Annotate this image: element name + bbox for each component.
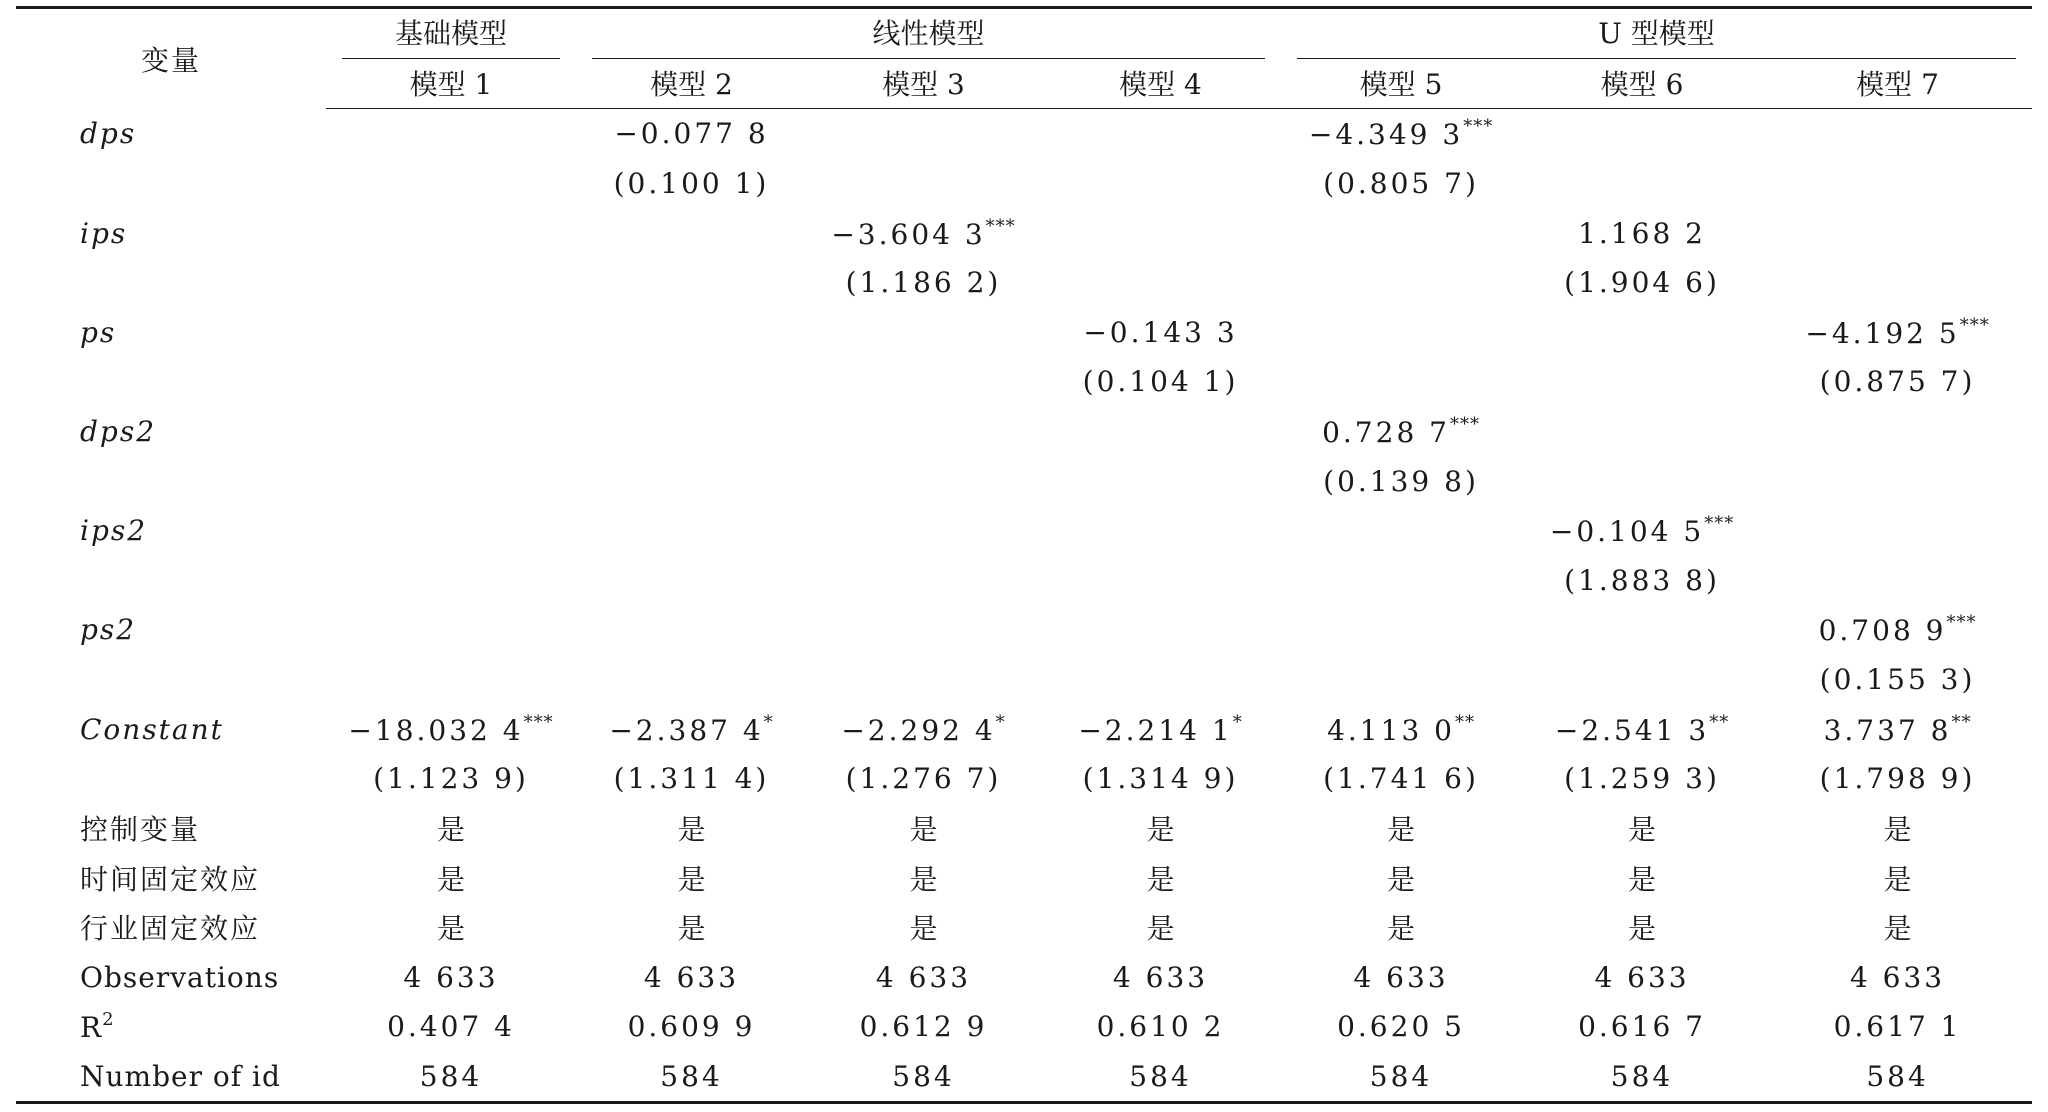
- stat-cell: [1521, 1051, 1763, 1102]
- coef-row: [16, 109, 2032, 159]
- variable-label: ips2: [80, 514, 148, 548]
- fe-cell: 是: [436, 813, 465, 847]
- coef-cell: [1281, 109, 1521, 159]
- stat-cell: [1763, 952, 2032, 1002]
- significance-stars: ***: [985, 215, 1016, 237]
- coef-value: −2.292 4: [841, 713, 996, 747]
- stat-cell: [1040, 1051, 1281, 1102]
- stat-cell: [1040, 952, 1281, 1002]
- coef-value: 1.168 2: [1578, 216, 1706, 250]
- significance-stars: ***: [1946, 612, 1977, 634]
- fe-cell: 是: [1146, 813, 1175, 847]
- empty-label: [16, 258, 326, 308]
- significance-stars: **: [1709, 711, 1730, 733]
- fixed-effect-row: [16, 804, 2032, 854]
- se-row: [16, 556, 2032, 606]
- se-cell: [1040, 456, 1281, 506]
- coef-cell: [1040, 308, 1281, 358]
- model-header: 模型 6: [1521, 59, 1763, 109]
- fixed-effect-row: [16, 853, 2032, 903]
- coef-cell: [326, 109, 576, 159]
- se-value: (0.104 1): [1082, 365, 1239, 399]
- coef-cell: [326, 605, 576, 655]
- empty-label: [16, 159, 326, 209]
- se-value: (0.875 7): [1819, 365, 1976, 399]
- coef-value: −0.077 8: [614, 117, 769, 151]
- group-label: U 型模型: [1598, 17, 1715, 50]
- stat-value: 4 633: [1112, 960, 1209, 994]
- stat-value: 0.616 7: [1578, 1010, 1706, 1044]
- stat-cell: [1040, 1002, 1281, 1052]
- se-value: (1.276 7): [845, 762, 1002, 796]
- coef-cell: [1521, 506, 1763, 556]
- stat-cell: [1521, 952, 1763, 1002]
- coef-cell: [576, 506, 807, 556]
- coef-value: −2.214 1: [1078, 713, 1233, 747]
- significance-stars: ***: [1959, 314, 1990, 336]
- coef-value: 0.708 9: [1818, 614, 1947, 648]
- coef-cell: [807, 407, 1040, 457]
- model-header: 模型 5: [1281, 59, 1521, 109]
- coef-value: −0.104 5: [1549, 515, 1705, 549]
- stat-cell: [1521, 1002, 1763, 1052]
- se-value: (0.100 1): [613, 167, 770, 201]
- coef-value: −2.387 4: [609, 713, 764, 747]
- row-label: [16, 952, 326, 1002]
- row-label: [16, 1002, 326, 1052]
- coef-cell: [326, 506, 576, 556]
- empty-label: [16, 655, 326, 705]
- stat-cell: [576, 1051, 807, 1102]
- fe-cell: 是: [436, 862, 465, 896]
- coef-cell: [576, 208, 807, 258]
- coef-value: 0.728 7: [1322, 416, 1450, 450]
- coef-value: −4.192 5: [1805, 316, 1960, 350]
- fe-cell: 是: [1387, 912, 1416, 946]
- coef-cell: [326, 208, 576, 258]
- coef-value: −2.541 3: [1554, 713, 1710, 747]
- coef-row: [16, 704, 2032, 754]
- variable-label: ps2: [80, 613, 137, 647]
- superscript: 2: [102, 1009, 114, 1031]
- variable-label: dps: [80, 117, 137, 151]
- se-cell: [807, 655, 1040, 705]
- coef-cell: [1040, 605, 1281, 655]
- significance-stars: *: [763, 711, 774, 733]
- stat-value: 0.617 1: [1833, 1010, 1962, 1044]
- group-header-linear: [576, 8, 1281, 59]
- se-row: [16, 357, 2032, 407]
- coef-cell: [1040, 208, 1281, 258]
- stat-value: 0.407 4: [387, 1010, 515, 1044]
- se-cell: [1521, 556, 1763, 606]
- fe-cell: 是: [1387, 862, 1416, 896]
- se-cell: [807, 754, 1040, 804]
- se-cell: [1040, 258, 1281, 308]
- fe-cell: 是: [677, 862, 706, 896]
- stat-value: 0.612 9: [859, 1010, 988, 1044]
- significance-stars: *: [1232, 711, 1243, 733]
- fe-cell: 是: [1628, 912, 1657, 946]
- coef-cell: [1521, 308, 1763, 358]
- se-value: (1.741 6): [1323, 762, 1479, 796]
- fe-cell: 是: [909, 912, 938, 946]
- row-label: 行业固定效应: [80, 912, 261, 946]
- empty-label: [16, 357, 326, 407]
- fe-cell: 是: [1883, 813, 1912, 847]
- coef-row: [16, 308, 2032, 358]
- se-cell: [326, 754, 576, 804]
- coef-cell: [1281, 605, 1521, 655]
- fe-cell: 是: [909, 862, 938, 896]
- stat-value: 4 633: [643, 960, 740, 994]
- se-cell: [807, 258, 1040, 308]
- row-label: [16, 1051, 326, 1102]
- group-label: 基础模型: [394, 17, 507, 50]
- group-header-u-shape: [1281, 8, 2032, 59]
- coef-cell: [807, 109, 1040, 159]
- empty-label: [16, 754, 326, 804]
- coef-cell: [576, 308, 807, 358]
- se-value: (1.883 8): [1564, 563, 1720, 597]
- stat-cell: [1281, 1051, 1521, 1102]
- coef-row: [16, 208, 2032, 258]
- se-cell: [1040, 655, 1281, 705]
- empty-label: [16, 556, 326, 606]
- fe-cell: 是: [909, 813, 938, 847]
- coef-value: −0.143 3: [1083, 315, 1238, 349]
- fe-cell: 是: [677, 813, 706, 847]
- variable-label: ips: [80, 216, 128, 250]
- stat-row-r2: [16, 1002, 2032, 1052]
- fe-cell: 是: [677, 912, 706, 946]
- significance-stars: **: [1951, 711, 1972, 733]
- fe-cell: 是: [1883, 912, 1912, 946]
- se-cell: [1281, 655, 1521, 705]
- se-cell: [1521, 655, 1763, 705]
- coef-cell: [807, 704, 1040, 754]
- se-cell: [1763, 357, 2032, 407]
- coef-row: [16, 605, 2032, 655]
- model-header: 模型 3: [807, 59, 1040, 109]
- stat-cell: [576, 952, 807, 1002]
- stat-cell: [326, 1051, 576, 1102]
- se-row: [16, 754, 2032, 804]
- se-value: (0.805 7): [1323, 167, 1479, 201]
- se-cell: [1763, 456, 2032, 506]
- se-cell: [1040, 159, 1281, 209]
- fe-cell: 是: [436, 912, 465, 946]
- se-cell: [326, 556, 576, 606]
- se-cell: [1521, 456, 1763, 506]
- variable-label: ps: [80, 315, 117, 349]
- significance-stars: **: [1454, 711, 1475, 733]
- row-label: 时间固定效应: [80, 862, 261, 896]
- fe-cell: 是: [1883, 862, 1912, 896]
- fe-cell: 是: [1628, 862, 1657, 896]
- stat-cell: [326, 952, 576, 1002]
- se-value: (1.798 9): [1819, 762, 1976, 796]
- coef-cell: [1763, 704, 2032, 754]
- coef-cell: [576, 407, 807, 457]
- se-cell: [576, 357, 807, 407]
- se-cell: [326, 258, 576, 308]
- se-cell: [807, 456, 1040, 506]
- stat-value: 0.620 5: [1337, 1010, 1465, 1044]
- se-cell: [1521, 258, 1763, 308]
- stat-cell: [326, 1002, 576, 1052]
- stat-value: 584: [419, 1059, 483, 1093]
- se-row: [16, 655, 2032, 705]
- se-value: (1.186 2): [845, 266, 1002, 300]
- stat-value: 4 633: [1849, 960, 1946, 994]
- coef-cell: [1763, 407, 2032, 457]
- coef-cell: [807, 605, 1040, 655]
- se-cell: [1281, 754, 1521, 804]
- se-cell: [576, 754, 807, 804]
- se-cell: [326, 655, 576, 705]
- se-cell: [1281, 456, 1521, 506]
- row-label-text: R: [80, 1011, 103, 1045]
- se-cell: [576, 456, 807, 506]
- stat-cell: [807, 1002, 1040, 1052]
- coef-cell: [576, 704, 807, 754]
- stat-value: 4 633: [875, 960, 972, 994]
- se-cell: [1763, 258, 2032, 308]
- coef-cell: [1521, 605, 1763, 655]
- coef-value: −4.349 3: [1308, 118, 1464, 152]
- stat-value: 4 633: [1594, 960, 1690, 994]
- se-cell: [1040, 357, 1281, 407]
- se-cell: [1040, 556, 1281, 606]
- coef-cell: [1281, 208, 1521, 258]
- se-row: [16, 456, 2032, 506]
- row-label-text: Observations: [80, 960, 280, 994]
- se-cell: [807, 556, 1040, 606]
- se-value: (1.314 9): [1082, 762, 1239, 796]
- se-cell: [326, 456, 576, 506]
- coef-value: −18.032 4: [348, 713, 524, 747]
- se-cell: [576, 556, 807, 606]
- se-cell: [326, 159, 576, 209]
- fe-cell: 是: [1387, 813, 1416, 847]
- variable-label: Constant: [80, 712, 224, 746]
- header-group-row: [16, 8, 2032, 59]
- stat-cell: [1763, 1002, 2032, 1052]
- coef-cell: [1281, 407, 1521, 457]
- se-value: (1.311 4): [613, 762, 770, 796]
- fixed-effect-row: [16, 903, 2032, 953]
- significance-stars: ***: [523, 711, 554, 733]
- regression-table: [16, 6, 2032, 1104]
- group-label: 线性模型: [872, 17, 985, 50]
- stat-cell: [1281, 1002, 1521, 1052]
- coef-cell: [576, 605, 807, 655]
- se-cell: [807, 357, 1040, 407]
- coef-cell: [807, 506, 1040, 556]
- significance-stars: *: [995, 711, 1006, 733]
- coef-row: [16, 506, 2032, 556]
- stat-value: 0.610 2: [1096, 1010, 1225, 1044]
- stat-value: 4 633: [1353, 960, 1449, 994]
- coef-cell: [1281, 506, 1521, 556]
- significance-stars: ***: [1704, 513, 1735, 535]
- coef-cell: [1763, 605, 2032, 655]
- coef-cell: [326, 308, 576, 358]
- se-cell: [1281, 159, 1521, 209]
- coef-cell: [1281, 704, 1521, 754]
- model-header: 模型 1: [326, 59, 576, 109]
- coef-cell: [1763, 308, 2032, 358]
- significance-stars: ***: [1463, 116, 1494, 138]
- coef-cell: [326, 704, 576, 754]
- model-header: 模型 2: [576, 59, 807, 109]
- se-cell: [1281, 357, 1521, 407]
- stat-cell: [807, 1051, 1040, 1102]
- se-value: (1.259 3): [1564, 762, 1720, 796]
- stat-value: 584: [892, 1059, 955, 1093]
- coef-cell: [1040, 407, 1281, 457]
- coef-cell: [807, 208, 1040, 258]
- se-cell: [1281, 258, 1521, 308]
- coef-cell: [576, 109, 807, 159]
- stat-value: 4 633: [403, 960, 499, 994]
- se-cell: [1040, 754, 1281, 804]
- stat-cell: [1763, 1051, 2032, 1102]
- se-cell: [1763, 754, 2032, 804]
- se-cell: [1763, 655, 2032, 705]
- stat-value: 584: [1129, 1059, 1192, 1093]
- coef-cell: [1521, 407, 1763, 457]
- se-cell: [576, 258, 807, 308]
- se-value: (1.904 6): [1564, 266, 1720, 300]
- variable-header: 变量: [16, 8, 326, 109]
- coef-cell: [1040, 704, 1281, 754]
- se-cell: [1281, 556, 1521, 606]
- se-cell: [807, 159, 1040, 209]
- coef-value: 3.737 8: [1823, 713, 1952, 747]
- fe-cell: 是: [1146, 912, 1175, 946]
- se-cell: [1521, 754, 1763, 804]
- stat-value: 584: [1866, 1059, 1929, 1093]
- stat-value: 584: [1610, 1059, 1674, 1093]
- se-cell: [1763, 159, 2032, 209]
- coef-cell: [1763, 109, 2032, 159]
- se-value: (0.155 3): [1819, 663, 1976, 697]
- coef-cell: [326, 407, 576, 457]
- coef-cell: [1763, 506, 2032, 556]
- coef-cell: [1281, 308, 1521, 358]
- stat-cell: [807, 952, 1040, 1002]
- stat-value: 584: [1369, 1059, 1433, 1093]
- fe-cell: 是: [1146, 862, 1175, 896]
- row-label: 控制变量: [80, 813, 201, 847]
- coef-cell: [1040, 109, 1281, 159]
- group-header-base: [326, 8, 576, 59]
- coef-cell: [1521, 109, 1763, 159]
- se-value: (1.123 9): [373, 762, 529, 796]
- coef-cell: [1040, 506, 1281, 556]
- model-header: 模型 4: [1040, 59, 1281, 109]
- significance-stars: ***: [1449, 414, 1480, 436]
- se-cell: [576, 159, 807, 209]
- stat-cell: [1281, 952, 1521, 1002]
- se-value: (0.139 8): [1323, 464, 1479, 498]
- se-cell: [576, 655, 807, 705]
- row-label-text: Number of id: [80, 1059, 281, 1093]
- coef-cell: [1521, 208, 1763, 258]
- coef-row: [16, 407, 2032, 457]
- coef-value: −3.604 3: [831, 217, 986, 251]
- coef-cell: [807, 308, 1040, 358]
- fe-cell: 是: [1628, 813, 1657, 847]
- se-row: [16, 258, 2032, 308]
- se-row: [16, 159, 2032, 209]
- coef-cell: [1521, 704, 1763, 754]
- coef-cell: [1763, 208, 2032, 258]
- stat-row-observations: [16, 952, 2032, 1002]
- stat-row-nid: [16, 1051, 2032, 1102]
- variable-label: dps2: [80, 415, 157, 449]
- stat-value: 584: [660, 1059, 723, 1093]
- se-cell: [1763, 556, 2032, 606]
- empty-label: [16, 456, 326, 506]
- model-header: 模型 7: [1763, 59, 2032, 109]
- se-cell: [1521, 357, 1763, 407]
- se-cell: [326, 357, 576, 407]
- se-cell: [1521, 159, 1763, 209]
- stat-value: 0.609 9: [627, 1010, 756, 1044]
- stat-cell: [576, 1002, 807, 1052]
- coef-value: 4.113 0: [1327, 713, 1455, 747]
